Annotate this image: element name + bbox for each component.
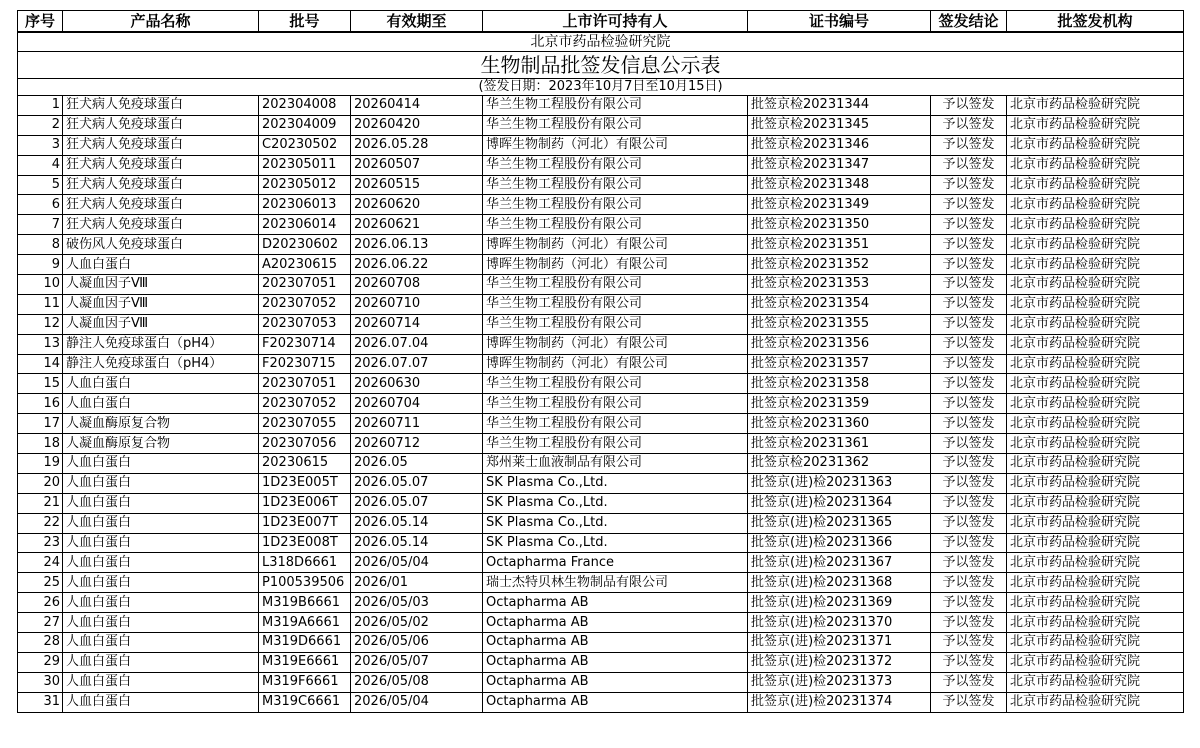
- certificate-number-cell: 批签京检20231362: [748, 454, 931, 474]
- release-institution-cell: 北京市药品检验研究院: [1007, 473, 1184, 493]
- release-conclusion-cell: 予以签发: [931, 533, 1007, 553]
- release-institution-cell: 北京市药品检验研究院: [1007, 493, 1184, 513]
- table-row: [18, 255, 1184, 275]
- certificate-number-cell: 批签京(进)检20231364: [748, 493, 931, 513]
- table-row: [18, 533, 1184, 553]
- column-header-product: 产品名称: [63, 11, 259, 33]
- certificate-number-cell: 批签京检20231345: [748, 115, 931, 135]
- license-holder-cell: 华兰生物工程股份有限公司: [483, 215, 748, 235]
- certificate-number-cell: 批签京(进)检20231363: [748, 473, 931, 493]
- batch-number-cell: 20230615: [259, 454, 351, 474]
- table-row: [18, 553, 1184, 573]
- row-index-cell: 17: [18, 414, 63, 434]
- release-conclusion-cell: 予以签发: [931, 155, 1007, 175]
- license-holder-cell: 华兰生物工程股份有限公司: [483, 434, 748, 454]
- product-name-cell: 人血白蛋白: [63, 573, 259, 593]
- row-index-cell: 29: [18, 652, 63, 672]
- table-row: [18, 334, 1184, 354]
- license-holder-cell: Octapharma France: [483, 553, 748, 573]
- release-conclusion-cell: 予以签发: [931, 454, 1007, 474]
- expiry-date-cell: 2026.06.13: [351, 235, 483, 255]
- spreadsheet: [17, 10, 1183, 713]
- release-institution-cell: 北京市药品检验研究院: [1007, 414, 1184, 434]
- table-row: [18, 593, 1184, 613]
- batch-number-cell: 202305012: [259, 175, 351, 195]
- expiry-date-cell: 20260630: [351, 374, 483, 394]
- column-header-holder: 上市许可持有人: [483, 11, 748, 33]
- release-conclusion-cell: 予以签发: [931, 414, 1007, 434]
- expiry-date-cell: 2026.05.14: [351, 513, 483, 533]
- row-index-cell: 1: [18, 96, 63, 116]
- row-index-cell: 10: [18, 275, 63, 295]
- expiry-date-cell: 2026/05/08: [351, 672, 483, 692]
- table-row: [18, 155, 1184, 175]
- expiry-date-cell: 2026.05.28: [351, 135, 483, 155]
- release-conclusion-cell: 予以签发: [931, 633, 1007, 653]
- batch-number-cell: L318D6661: [259, 553, 351, 573]
- release-institution-cell: 北京市药品检验研究院: [1007, 573, 1184, 593]
- release-institution-cell: 北京市药品检验研究院: [1007, 275, 1184, 295]
- license-holder-cell: Octapharma AB: [483, 672, 748, 692]
- certificate-number-cell: 批签京(进)检20231369: [748, 593, 931, 613]
- license-holder-cell: 华兰生物工程股份有限公司: [483, 314, 748, 334]
- product-name-cell: 人血白蛋白: [63, 374, 259, 394]
- row-index-cell: 31: [18, 692, 63, 712]
- expiry-date-cell: 20260711: [351, 414, 483, 434]
- release-conclusion-cell: 予以签发: [931, 394, 1007, 414]
- release-institution-cell: 北京市药品检验研究院: [1007, 135, 1184, 155]
- release-institution-cell: 北京市药品检验研究院: [1007, 255, 1184, 275]
- expiry-date-cell: 20260414: [351, 96, 483, 116]
- expiry-date-cell: 2026/05/07: [351, 652, 483, 672]
- row-index-cell: 15: [18, 374, 63, 394]
- certificate-number-cell: 批签京检20231352: [748, 255, 931, 275]
- product-name-cell: 人血白蛋白: [63, 553, 259, 573]
- row-index-cell: 5: [18, 175, 63, 195]
- release-conclusion-cell: 予以签发: [931, 215, 1007, 235]
- release-conclusion-cell: 予以签发: [931, 652, 1007, 672]
- product-name-cell: 人凝血因子Ⅷ: [63, 275, 259, 295]
- expiry-date-cell: 2026.05: [351, 454, 483, 474]
- batch-number-cell: F20230714: [259, 334, 351, 354]
- expiry-date-cell: 20260704: [351, 394, 483, 414]
- release-institution-cell: 北京市药品检验研究院: [1007, 672, 1184, 692]
- product-name-cell: 人血白蛋白: [63, 394, 259, 414]
- row-index-cell: 30: [18, 672, 63, 692]
- batch-number-cell: M319E6661: [259, 652, 351, 672]
- table-row: [18, 454, 1184, 474]
- batch-number-cell: 1D23E007T: [259, 513, 351, 533]
- release-institution-cell: 北京市药品检验研究院: [1007, 553, 1184, 573]
- batch-number-cell: D20230602: [259, 235, 351, 255]
- batch-number-cell: 202306014: [259, 215, 351, 235]
- release-institution-cell: 北京市药品检验研究院: [1007, 533, 1184, 553]
- table-row: [18, 573, 1184, 593]
- table-row: [18, 314, 1184, 334]
- row-index-cell: 27: [18, 613, 63, 633]
- batch-number-cell: 1D23E005T: [259, 473, 351, 493]
- table-row: [18, 215, 1184, 235]
- row-index-cell: 11: [18, 294, 63, 314]
- product-name-cell: 人凝血因子Ⅷ: [63, 294, 259, 314]
- release-conclusion-cell: 予以签发: [931, 672, 1007, 692]
- expiry-date-cell: 2026.06.22: [351, 255, 483, 275]
- row-index-cell: 6: [18, 195, 63, 215]
- product-name-cell: 狂犬病人免疫球蛋白: [63, 215, 259, 235]
- table-row: [18, 394, 1184, 414]
- batch-number-cell: M319C6661: [259, 692, 351, 712]
- column-header-index: 序号: [18, 11, 63, 33]
- release-institution-cell: 北京市药品检验研究院: [1007, 294, 1184, 314]
- batch-number-cell: M319A6661: [259, 613, 351, 633]
- expiry-date-cell: 2026.07.04: [351, 334, 483, 354]
- license-holder-cell: 瑞士杰特贝林生物制品有限公司: [483, 573, 748, 593]
- release-conclusion-cell: 予以签发: [931, 493, 1007, 513]
- license-holder-cell: 华兰生物工程股份有限公司: [483, 115, 748, 135]
- product-name-cell: 人凝血酶原复合物: [63, 434, 259, 454]
- certificate-number-cell: 批签京检20231348: [748, 175, 931, 195]
- product-name-cell: 人血白蛋白: [63, 533, 259, 553]
- certificate-number-cell: 批签京(进)检20231370: [748, 613, 931, 633]
- product-name-cell: 人血白蛋白: [63, 255, 259, 275]
- expiry-date-cell: 20260710: [351, 294, 483, 314]
- product-name-cell: 人血白蛋白: [63, 652, 259, 672]
- batch-number-cell: M319F6661: [259, 672, 351, 692]
- release-institution-cell: 北京市药品检验研究院: [1007, 314, 1184, 334]
- product-name-cell: 人血白蛋白: [63, 454, 259, 474]
- row-index-cell: 23: [18, 533, 63, 553]
- certificate-number-cell: 批签京检20231359: [748, 394, 931, 414]
- license-holder-cell: 华兰生物工程股份有限公司: [483, 96, 748, 116]
- table-row: [18, 235, 1184, 255]
- release-conclusion-cell: 予以签发: [931, 573, 1007, 593]
- product-name-cell: 狂犬病人免疫球蛋白: [63, 115, 259, 135]
- expiry-date-cell: 20260507: [351, 155, 483, 175]
- certificate-number-cell: 批签京(进)检20231371: [748, 633, 931, 653]
- release-institution-cell: 北京市药品检验研究院: [1007, 394, 1184, 414]
- expiry-date-cell: 20260621: [351, 215, 483, 235]
- certificate-number-cell: 批签京(进)检20231367: [748, 553, 931, 573]
- certificate-number-cell: 批签京(进)检20231373: [748, 672, 931, 692]
- license-holder-cell: 华兰生物工程股份有限公司: [483, 195, 748, 215]
- release-conclusion-cell: 予以签发: [931, 334, 1007, 354]
- product-name-cell: 狂犬病人免疫球蛋白: [63, 96, 259, 116]
- expiry-date-cell: 20260420: [351, 115, 483, 135]
- product-name-cell: 人凝血因子Ⅷ: [63, 314, 259, 334]
- product-name-cell: 破伤风人免疫球蛋白: [63, 235, 259, 255]
- row-index-cell: 7: [18, 215, 63, 235]
- row-index-cell: 14: [18, 354, 63, 374]
- table-row: [18, 633, 1184, 653]
- release-institution-cell: 北京市药品检验研究院: [1007, 513, 1184, 533]
- table-row: [18, 175, 1184, 195]
- batch-number-cell: F20230715: [259, 354, 351, 374]
- release-conclusion-cell: 予以签发: [931, 235, 1007, 255]
- expiry-date-cell: 20260620: [351, 195, 483, 215]
- certificate-number-cell: 批签京检20231350: [748, 215, 931, 235]
- release-conclusion-cell: 予以签发: [931, 294, 1007, 314]
- expiry-date-cell: 2026/01: [351, 573, 483, 593]
- license-holder-cell: Octapharma AB: [483, 633, 748, 653]
- product-name-cell: 人血白蛋白: [63, 692, 259, 712]
- column-header-expiry: 有效期至: [351, 11, 483, 33]
- title-block: [18, 32, 1184, 96]
- release-conclusion-cell: 予以签发: [931, 434, 1007, 454]
- certificate-number-cell: 批签京检20231356: [748, 334, 931, 354]
- release-institution-cell: 北京市药品检验研究院: [1007, 434, 1184, 454]
- license-holder-cell: SK Plasma Co.,Ltd.: [483, 493, 748, 513]
- row-index-cell: 21: [18, 493, 63, 513]
- expiry-date-cell: 2026.05.14: [351, 533, 483, 553]
- batch-number-cell: 202305011: [259, 155, 351, 175]
- release-conclusion-cell: 予以签发: [931, 115, 1007, 135]
- certificate-number-cell: 批签京(进)检20231372: [748, 652, 931, 672]
- release-institution-cell: 北京市药品检验研究院: [1007, 374, 1184, 394]
- certificate-number-cell: 批签京检20231351: [748, 235, 931, 255]
- table-row: [18, 275, 1184, 295]
- license-holder-cell: 博晖生物制药（河北）有限公司: [483, 235, 748, 255]
- certificate-number-cell: 批签京检20231358: [748, 374, 931, 394]
- product-name-cell: 人血白蛋白: [63, 493, 259, 513]
- batch-number-cell: 202307055: [259, 414, 351, 434]
- license-holder-cell: 华兰生物工程股份有限公司: [483, 394, 748, 414]
- license-holder-cell: 华兰生物工程股份有限公司: [483, 294, 748, 314]
- license-holder-cell: Octapharma AB: [483, 692, 748, 712]
- release-conclusion-cell: 予以签发: [931, 374, 1007, 394]
- table-row: [18, 115, 1184, 135]
- expiry-date-cell: 2026/05/04: [351, 553, 483, 573]
- release-conclusion-cell: 予以签发: [931, 314, 1007, 334]
- product-name-cell: 人血白蛋白: [63, 613, 259, 633]
- product-name-cell: 人血白蛋白: [63, 513, 259, 533]
- table-row: [18, 414, 1184, 434]
- license-holder-cell: Octapharma AB: [483, 613, 748, 633]
- product-name-cell: 狂犬病人免疫球蛋白: [63, 155, 259, 175]
- table-row: [18, 434, 1184, 454]
- expiry-date-cell: 2026/05/04: [351, 692, 483, 712]
- batch-number-cell: C20230502: [259, 135, 351, 155]
- certificate-number-cell: 批签京检20231346: [748, 135, 931, 155]
- batch-number-cell: A20230615: [259, 255, 351, 275]
- license-holder-cell: 华兰生物工程股份有限公司: [483, 155, 748, 175]
- expiry-date-cell: 2026/05/06: [351, 633, 483, 653]
- license-holder-cell: 博晖生物制药（河北）有限公司: [483, 354, 748, 374]
- product-name-cell: 狂犬病人免疫球蛋白: [63, 135, 259, 155]
- release-institution-cell: 北京市药品检验研究院: [1007, 613, 1184, 633]
- expiry-date-cell: 2026/05/02: [351, 613, 483, 633]
- release-conclusion-cell: 予以签发: [931, 255, 1007, 275]
- column-header-batch: 批号: [259, 11, 351, 33]
- table-row: [18, 374, 1184, 394]
- date-range: (签发日期：2023年10月7日至10月15日): [18, 79, 1184, 96]
- release-conclusion-cell: 予以签发: [931, 692, 1007, 712]
- license-holder-cell: SK Plasma Co.,Ltd.: [483, 513, 748, 533]
- product-name-cell: 狂犬病人免疫球蛋白: [63, 195, 259, 215]
- release-conclusion-cell: 予以签发: [931, 553, 1007, 573]
- row-index-cell: 24: [18, 553, 63, 573]
- release-conclusion-cell: 予以签发: [931, 135, 1007, 155]
- certificate-number-cell: 批签京(进)检20231365: [748, 513, 931, 533]
- certificate-number-cell: 批签京检20231361: [748, 434, 931, 454]
- certificate-number-cell: 批签京(进)检20231366: [748, 533, 931, 553]
- release-institution-cell: 北京市药品检验研究院: [1007, 96, 1184, 116]
- certificate-number-cell: 批签京检20231360: [748, 414, 931, 434]
- license-holder-cell: SK Plasma Co.,Ltd.: [483, 533, 748, 553]
- release-conclusion-cell: 予以签发: [931, 96, 1007, 116]
- batch-number-cell: 202307056: [259, 434, 351, 454]
- certificate-number-cell: 批签京检20231357: [748, 354, 931, 374]
- batch-number-cell: P100539506: [259, 573, 351, 593]
- product-name-cell: 狂犬病人免疫球蛋白: [63, 175, 259, 195]
- row-index-cell: 20: [18, 473, 63, 493]
- license-holder-cell: 华兰生物工程股份有限公司: [483, 414, 748, 434]
- license-holder-cell: Octapharma AB: [483, 652, 748, 672]
- batch-number-cell: 1D23E006T: [259, 493, 351, 513]
- license-holder-cell: 华兰生物工程股份有限公司: [483, 175, 748, 195]
- row-index-cell: 9: [18, 255, 63, 275]
- expiry-date-cell: 20260515: [351, 175, 483, 195]
- expiry-date-cell: 2026.05.07: [351, 493, 483, 513]
- expiry-date-cell: 2026.05.07: [351, 473, 483, 493]
- row-index-cell: 4: [18, 155, 63, 175]
- release-institution-cell: 北京市药品检验研究院: [1007, 215, 1184, 235]
- table-row: [18, 473, 1184, 493]
- table-header: [18, 11, 1184, 33]
- table-row: [18, 613, 1184, 633]
- release-institution-cell: 北京市药品检验研究院: [1007, 235, 1184, 255]
- release-institution-cell: 北京市药品检验研究院: [1007, 652, 1184, 672]
- column-header-institution: 批签发机构: [1007, 11, 1184, 33]
- expiry-date-cell: 20260714: [351, 314, 483, 334]
- release-conclusion-cell: 予以签发: [931, 613, 1007, 633]
- batch-number-cell: 202307053: [259, 314, 351, 334]
- batch-number-cell: M319B6661: [259, 593, 351, 613]
- batch-number-cell: 202306013: [259, 195, 351, 215]
- release-info-table: [17, 10, 1184, 713]
- table-row: [18, 96, 1184, 116]
- table-row: [18, 493, 1184, 513]
- row-index-cell: 13: [18, 334, 63, 354]
- product-name-cell: 人凝血酶原复合物: [63, 414, 259, 434]
- row-index-cell: 16: [18, 394, 63, 414]
- table-row: [18, 692, 1184, 712]
- batch-number-cell: 202307052: [259, 294, 351, 314]
- release-institution-cell: 北京市药品检验研究院: [1007, 633, 1184, 653]
- product-name-cell: 人血白蛋白: [63, 473, 259, 493]
- certificate-number-cell: 批签京检20231349: [748, 195, 931, 215]
- release-institution-cell: 北京市药品检验研究院: [1007, 175, 1184, 195]
- row-index-cell: 12: [18, 314, 63, 334]
- release-institution-cell: 北京市药品检验研究院: [1007, 155, 1184, 175]
- certificate-number-cell: 批签京检20231355: [748, 314, 931, 334]
- table-row: [18, 354, 1184, 374]
- expiry-date-cell: 20260708: [351, 275, 483, 295]
- release-institution-cell: 北京市药品检验研究院: [1007, 115, 1184, 135]
- batch-number-cell: 202307052: [259, 394, 351, 414]
- release-conclusion-cell: 予以签发: [931, 275, 1007, 295]
- release-conclusion-cell: 予以签发: [931, 195, 1007, 215]
- certificate-number-cell: 批签京检20231344: [748, 96, 931, 116]
- row-index-cell: 19: [18, 454, 63, 474]
- batch-number-cell: M319D6661: [259, 633, 351, 653]
- expiry-date-cell: 2026/05/03: [351, 593, 483, 613]
- product-name-cell: 人血白蛋白: [63, 633, 259, 653]
- column-header-conclusion: 签发结论: [931, 11, 1007, 33]
- product-name-cell: 人血白蛋白: [63, 672, 259, 692]
- license-holder-cell: Octapharma AB: [483, 593, 748, 613]
- release-conclusion-cell: 予以签发: [931, 473, 1007, 493]
- row-index-cell: 18: [18, 434, 63, 454]
- row-index-cell: 26: [18, 593, 63, 613]
- table-row: [18, 294, 1184, 314]
- release-conclusion-cell: 予以签发: [931, 593, 1007, 613]
- page-title: 生物制品批签发信息公示表: [18, 52, 1184, 79]
- license-holder-cell: 华兰生物工程股份有限公司: [483, 275, 748, 295]
- row-index-cell: 22: [18, 513, 63, 533]
- certificate-number-cell: 批签京检20231353: [748, 275, 931, 295]
- product-name-cell: 静注人免疫球蛋白（pH4）: [63, 334, 259, 354]
- table-row: [18, 513, 1184, 533]
- release-institution-cell: 北京市药品检验研究院: [1007, 454, 1184, 474]
- release-institution-cell: 北京市药品检验研究院: [1007, 593, 1184, 613]
- column-header-certificate: 证书编号: [748, 11, 931, 33]
- release-institution-cell: 北京市药品检验研究院: [1007, 334, 1184, 354]
- table-row: [18, 135, 1184, 155]
- license-holder-cell: 博晖生物制药（河北）有限公司: [483, 135, 748, 155]
- product-name-cell: 人血白蛋白: [63, 593, 259, 613]
- release-institution-cell: 北京市药品检验研究院: [1007, 195, 1184, 215]
- release-conclusion-cell: 予以签发: [931, 175, 1007, 195]
- release-institution-cell: 北京市药品检验研究院: [1007, 692, 1184, 712]
- release-conclusion-cell: 予以签发: [931, 513, 1007, 533]
- batch-number-cell: 202307051: [259, 275, 351, 295]
- table-row: [18, 672, 1184, 692]
- certificate-number-cell: 批签京检20231347: [748, 155, 931, 175]
- license-holder-cell: 郑州莱士血液制品有限公司: [483, 454, 748, 474]
- batch-number-cell: 202304009: [259, 115, 351, 135]
- batch-number-cell: 202304008: [259, 96, 351, 116]
- batch-number-cell: 1D23E008T: [259, 533, 351, 553]
- expiry-date-cell: 2026.07.07: [351, 354, 483, 374]
- row-index-cell: 25: [18, 573, 63, 593]
- certificate-number-cell: 批签京检20231354: [748, 294, 931, 314]
- product-name-cell: 静注人免疫球蛋白（pH4）: [63, 354, 259, 374]
- license-holder-cell: 华兰生物工程股份有限公司: [483, 374, 748, 394]
- row-index-cell: 2: [18, 115, 63, 135]
- organization-title: 北京市药品检验研究院: [18, 32, 1184, 52]
- certificate-number-cell: 批签京(进)检20231374: [748, 692, 931, 712]
- release-institution-cell: 北京市药品检验研究院: [1007, 354, 1184, 374]
- table-row: [18, 652, 1184, 672]
- table-row: [18, 195, 1184, 215]
- row-index-cell: 3: [18, 135, 63, 155]
- row-index-cell: 8: [18, 235, 63, 255]
- row-index-cell: 28: [18, 633, 63, 653]
- license-holder-cell: SK Plasma Co.,Ltd.: [483, 473, 748, 493]
- license-holder-cell: 博晖生物制药（河北）有限公司: [483, 255, 748, 275]
- table-body: [18, 96, 1184, 713]
- expiry-date-cell: 20260712: [351, 434, 483, 454]
- license-holder-cell: 博晖生物制药（河北）有限公司: [483, 334, 748, 354]
- batch-number-cell: 202307051: [259, 374, 351, 394]
- release-conclusion-cell: 予以签发: [931, 354, 1007, 374]
- certificate-number-cell: 批签京(进)检20231368: [748, 573, 931, 593]
